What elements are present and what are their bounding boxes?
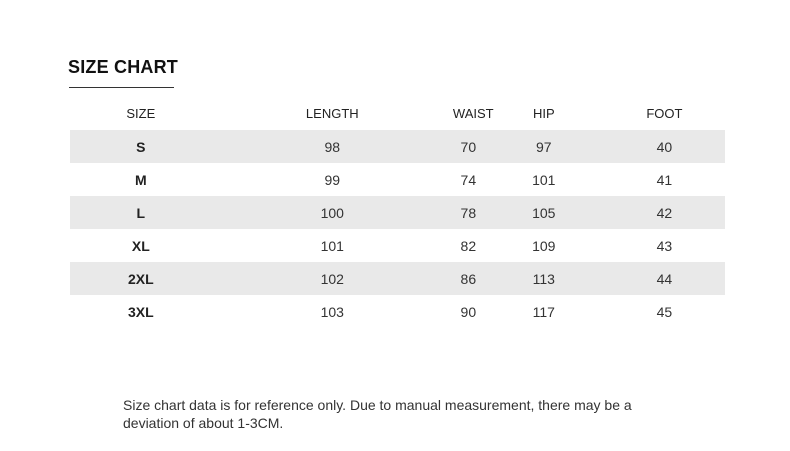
table-row [70,130,725,163]
hip-cell: 105 [484,196,604,229]
length-cell: 102 [212,262,453,295]
size-cell: L [70,196,212,229]
column-header-hip: HIP [532,106,555,121]
page-title: SIZE CHART [68,57,178,77]
size-cell: XL [131,237,150,254]
waist-cell: 70 [453,130,484,163]
size-cell: M [135,171,147,188]
waist-cell: 90 [460,303,477,320]
size-cell: 2XL [70,262,212,295]
size-cell: 3XL [127,303,154,320]
foot-cell: 40 [604,130,725,163]
column-header-foot: FOOT [646,106,683,121]
table-row [70,163,725,196]
waist-cell: 78 [453,196,484,229]
foot-cell: 43 [656,237,673,254]
waist-cell: 74 [460,171,477,188]
size-chart-table [70,97,725,328]
waist-cell: 86 [453,262,484,295]
title-underline [69,87,174,88]
length-cell: 99 [324,171,341,188]
foot-cell: 44 [604,262,725,295]
hip-cell: 109 [532,237,556,254]
length-cell: 101 [320,237,344,254]
hip-cell: 117 [532,303,555,320]
hip-cell: 97 [484,130,604,163]
length-cell: 98 [212,130,453,163]
disclaimer-note: Size chart data is for reference only. Due to manual measurement, there may be a deviation of about 1-3CM. [123,397,632,431]
foot-cell: 45 [656,303,673,320]
table-row [70,295,725,328]
foot-cell: 42 [604,196,725,229]
column-header-waist: WAIST [452,106,494,121]
table-row [70,262,725,295]
table-header-row [70,97,725,130]
length-cell: 103 [320,303,344,320]
length-cell: 100 [212,196,453,229]
hip-cell: 113 [484,262,604,295]
column-header-size: SIZE [126,106,156,121]
table-row [70,229,725,262]
hip-cell: 101 [532,171,556,188]
foot-cell: 41 [656,171,673,188]
size-cell: S [70,130,212,163]
waist-cell: 82 [460,237,477,254]
table-row [70,196,725,229]
column-header-length: LENGTH [305,106,359,121]
